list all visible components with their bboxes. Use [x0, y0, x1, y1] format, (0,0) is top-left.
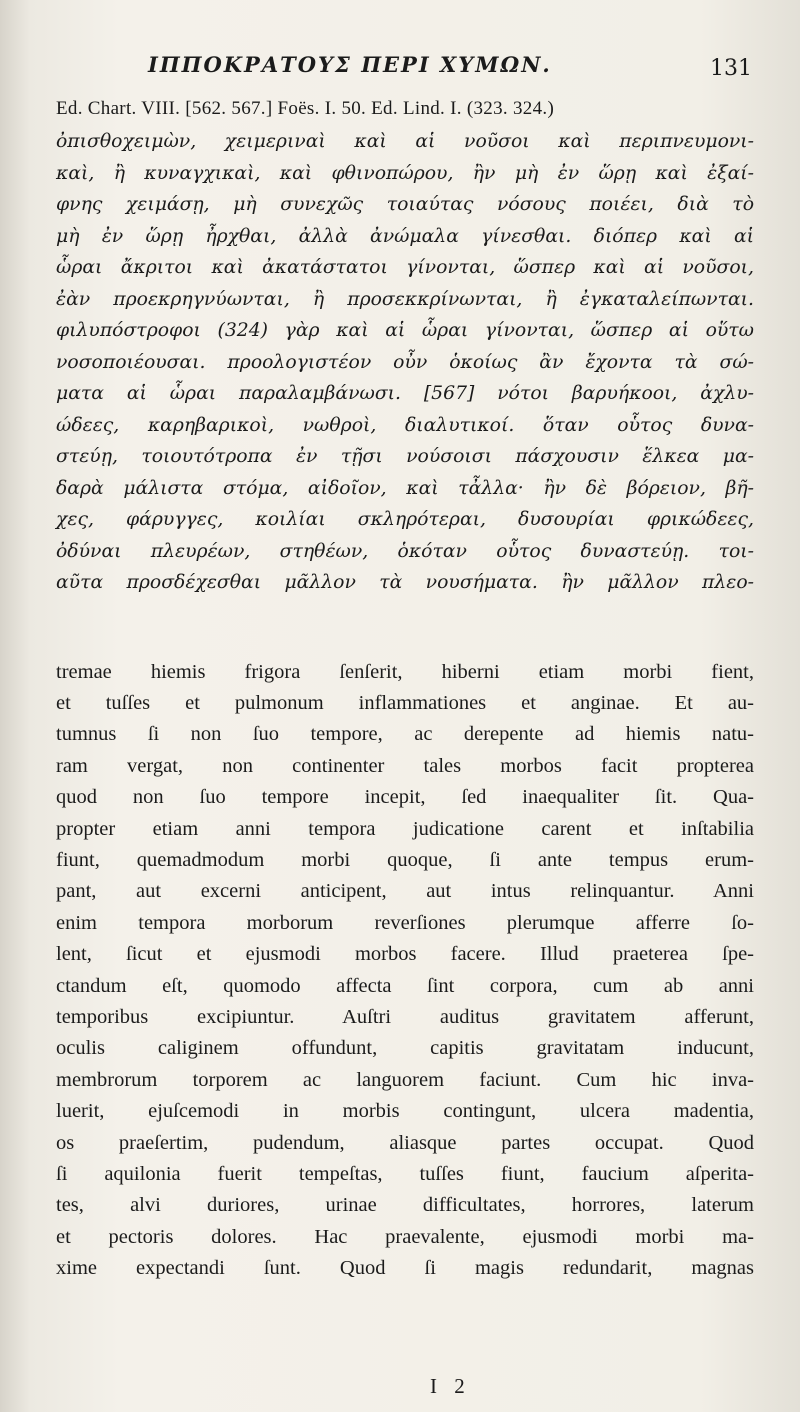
latin-line: os praeſertim, pudendum, aliasque partes occupat. Quod [56, 1131, 754, 1154]
greek-text-block [56, 126, 754, 599]
greek-line: ματα αἱ ὧραι παραλαμβάνωσι. [567] νότοι βαρυήκοοι, ἀχλυ- [56, 383, 754, 404]
greek-line: ὧραι ἄκριτοι καὶ ἀκατάστατοι γίνονται, ὥσπερ καὶ αἱ νοῦσοι, [56, 257, 754, 278]
latin-line: tremae hiemis frigora ſenſerit, hiberni etiam morbi fient, [56, 660, 754, 683]
latin-line: ram vergat, non continenter tales morbos facit propterea [56, 754, 754, 777]
latin-line: enim tempora morborum reverſiones plerumque afferre ſo- [56, 911, 754, 934]
latin-line: membrorum torporem ac languorem faciunt. Cum hic inva- [56, 1068, 754, 1091]
page-header [56, 38, 754, 94]
latin-line: temporibus excipiuntur. Auſtri auditus gravitatem afferunt, [56, 1005, 754, 1028]
greek-line: φιλυπόστροφοι (324) γὰρ καὶ αἱ ὧραι γίνονται, ὥσπερ αἱ οὕτω [56, 320, 754, 341]
greek-line: νοσοποιέουσαι. προολογιστέον οὖν ὁκοίως ἂν ἔχοντα τὰ σώ- [56, 351, 754, 373]
page-number: 131 [710, 56, 752, 81]
latin-text-block [56, 657, 754, 1285]
greek-line: φνης χειμάσῃ, μὴ συνεχῶς τοιαύτας νόσους ποιέει, διὰ τὸ [56, 194, 754, 215]
latin-line: et tuſſes et pulmonum inflammationes et anginae. Et au- [56, 691, 754, 714]
greek-line: στεύῃ, τοιουτότροπα ἐν τῇσι νούσοισι πάσχουσιν ἕλκεα μα- [56, 446, 754, 467]
signature-mark: I 2 [430, 1374, 471, 1398]
latin-line: oculis caliginem offundunt, capitis gravitatam inducunt, [56, 1037, 754, 1060]
latin-line: quod non ſuo tempore incepit, ſed inaequaliter ſit. Qua- [56, 786, 754, 809]
greek-line: ὀπισθοχειμὼν, χειμεριναὶ καὶ αἱ νοῦσοι καὶ περιπνευμονι- [56, 131, 754, 152]
latin-line: luerit, ejuſcemodi in morbis contingunt, ulcera madentia, [56, 1100, 754, 1123]
greek-line: αῦτα προσδέχεσθαι μᾶλλον τὰ νουσήματα. ἢν μᾶλλον πλεο- [56, 572, 754, 593]
greek-line: ώδεες, καρηβαρικοὶ, νωθροὶ, διαλυτικοί. ὅταν οὗτος δυνα- [56, 414, 754, 436]
latin-line: ctandum eſt, quomodo affecta ſint corpora, cum ab anni [56, 974, 754, 997]
latin-line: propter etiam anni tempora judicatione carent et inſtabilia [56, 817, 754, 840]
latin-line: pant, aut excerni anticipent, aut intus relinquantur. Anni [56, 880, 754, 903]
latin-line: tumnus ſi non ſuo tempore, ac derepente ad hiemis natu- [56, 723, 754, 746]
latin-line: fiunt, quemadmodum morbi quoque, ſi ante tempus erum- [56, 848, 754, 871]
running-head: ΙΠΠΟΚΡΑΤΟΥΣ ΠΕΡΙ ΧΥΜΩΝ. [148, 52, 552, 77]
latin-line: tes, alvi duriores, urinae difficultates, horrores, laterum [56, 1194, 754, 1217]
greek-line: χες, φάρυγγες, κοιλίαι σκληρότεραι, δυσουρίαι φρικώδεες, [56, 509, 754, 530]
greek-line: ὀδύναι πλευρέων, στηθέων, ὁκόταν οὗτος δυναστεύῃ. τοι- [56, 540, 754, 562]
latin-line: et pectoris dolores. Hac praevalente, ejusmodi morbi ma- [56, 1225, 754, 1248]
edition-reference: Ed. Chart. VIII. [562. 567.] Foës. I. 50. Ed. Lind. I. (323. 324.) [56, 98, 555, 119]
latin-line: lent, ſicut et ejusmodi morbos facere. Illud praeterea ſpe- [56, 943, 754, 966]
greek-line: μὴ ἐν ὥρῃ ἦρχθαι, ἀλλὰ ἀνώμαλα γίνεσθαι. διόπερ καὶ αἱ [56, 225, 754, 247]
latin-line: xime expectandi ſunt. Quod ſi magis redundarit, magnas [56, 1257, 754, 1280]
greek-line: δαρὰ μάλιστα στόμα, αἰδοῖον, καὶ τἆλλα· ἢν δὲ βόρειον, βῆ- [56, 477, 754, 499]
section-gap [56, 599, 754, 657]
latin-line: ſi aquilonia fuerit tempeſtas, tuſſes fiunt, faucium aſperita- [56, 1163, 754, 1185]
greek-line: ἐὰν προεκρηγνύωνται, ἢ προσεκκρίνωνται, ἢ ἐγκαταλείπωνται. [56, 288, 754, 310]
greek-line: καὶ, ἢ κυναγχικαὶ, καὶ φθινοπώρου, ἢν μὴ ἐν ὥρῃ καὶ ἐξαί- [56, 162, 754, 184]
